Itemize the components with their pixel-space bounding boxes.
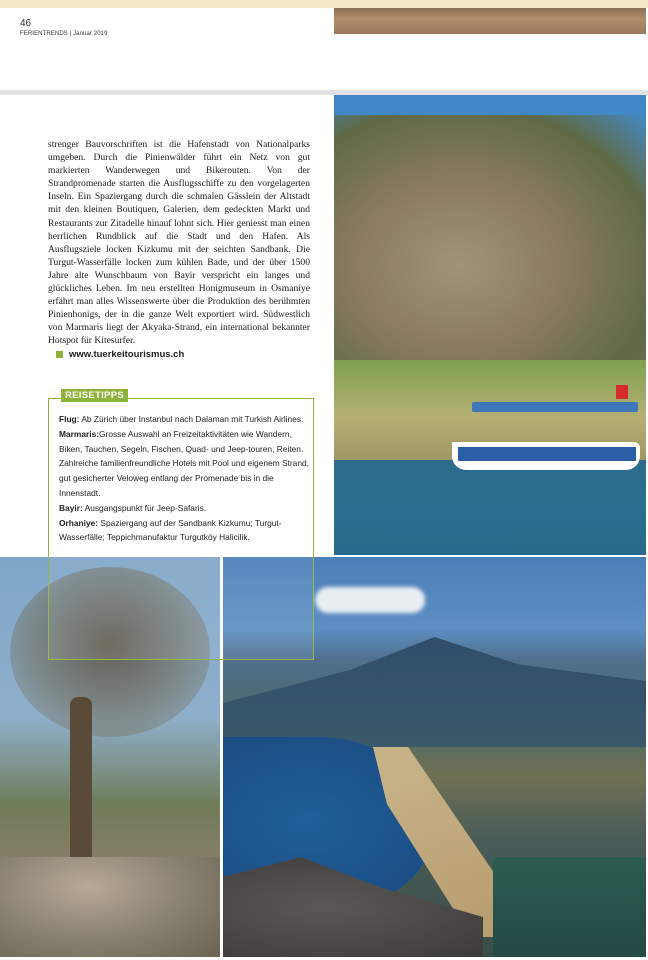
running-head: FERIENTRENDS | Januar 2019 (20, 31, 108, 37)
article-paragraph: strenger Bauvorschriften ist die Hafenstadt von Nationalparks umgeben. Durch die Pinienwälder führt ein Netz von gut markierten Wanderwegen und Bikerouten. Von der Strandpromenade starten die Ausflugsschiffe zu den vorgelagerten Inseln. Ein Spaziergang durch die schmalen Gässlein der Altstadt mit den kleinen Boutiquen, Galerien, dem gedeckten Markt und Restaurants zur Zitadelle hinauf lohnt sich. Hier geniesst man einen herrlichen Rundblick auf die Stadt und den Hafen. Als Ausflugsziele locken Kizkumu mit der seichten Sandbank. Die Turgut-Wasserfälle locken zum kühlen Bade, und der über 1500 Jahre alte Wunschbaum von Bayir verspricht ein langes und glückliches Leben. Im neu erstellten Honigmuseum in Osmaniye erfährt man alles Wissenswerte über die Produktion des berühmten Pinienhonigs, der in die ganze Welt exportiert wird. Südwestlich von Marmaris liegt der Akyaka-Strand, ein international bekannter Hotspot für Kitesurfer. (48, 139, 310, 347)
tip-head: Bayir: (59, 502, 83, 513)
photo-river (334, 460, 646, 555)
tip-text: Ab Zürich über Instanbul nach Dalaman mit Turkish Airlines. (79, 414, 304, 424)
top-strip (0, 0, 648, 8)
inland-lake (493, 857, 646, 957)
page-number: 46 (20, 18, 32, 29)
top-photo-fragment (334, 8, 646, 34)
reisetipps-list (59, 412, 309, 545)
web-link[interactable]: www.tuerkeitourismus.ch (69, 348, 185, 360)
tip-item (59, 427, 309, 501)
photo-cliff-tombs (334, 115, 646, 365)
photo-river-boat-cliffs (334, 95, 646, 555)
tip-text: Ausgangspunkt für Jeep-Safaris. (82, 502, 207, 513)
tips-overlay (48, 557, 314, 660)
turkish-flag (616, 385, 628, 399)
tip-head: Orhaniye: (59, 517, 99, 528)
boat-roof (472, 402, 638, 412)
tip-item (59, 412, 309, 427)
reisetipps-label: REISETIPPS (61, 389, 128, 402)
cloud (315, 587, 425, 613)
tip-head: Flug: (59, 414, 80, 424)
tip-text: Grosse Auswahl an Freizeitaktivitäten wie Wandern, Biken, Tauchen, Segeln, Fischen, Quad- und Jeep-touren, Reiten. Zahlreiche familienfreundliche Hotels mit Pool und eigenem Strand, gut gesicherter Veloweg entlang der Promenade bis in die Innenstadt. (59, 428, 309, 498)
tip-text: Spaziergang auf der Sandbank Kizkumu; Turgut-Wasserfälle; Teppichmanufaktur Turgutköy Halicilik. (59, 517, 282, 543)
tip-item (59, 501, 309, 516)
ancient-stones (0, 857, 220, 957)
tip-head: Marmaris: (59, 428, 100, 439)
green-square-icon (56, 351, 63, 358)
article-body (48, 138, 310, 361)
boat-stripe (458, 447, 636, 461)
tip-item (59, 516, 309, 546)
tree-trunk (70, 697, 92, 877)
web-link-row (48, 348, 310, 361)
